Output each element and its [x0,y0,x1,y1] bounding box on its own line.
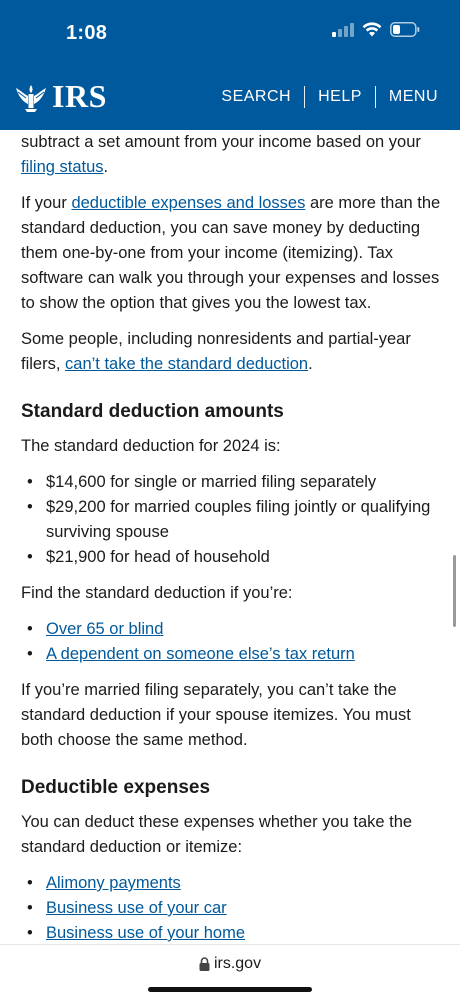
paragraph-text: Some people, including nonresidents and partial-year filers, [21,330,411,373]
nav-search-link[interactable]: SEARCH [221,88,292,105]
browser-address-bar[interactable] [0,944,460,1000]
scrollbar[interactable] [453,555,456,627]
lock-icon [199,957,210,971]
irs-logo[interactable] [14,78,107,115]
list-item: • $21,900 for head of household [21,545,441,570]
list-item [21,617,441,642]
paragraph-text: . [308,355,313,373]
status-icons [332,22,420,37]
paragraph-itemizing [21,191,441,316]
alimony-payments-link[interactable]: Alimony payments [46,874,181,892]
dependent-link[interactable]: A dependent on someone else’s tax return [46,645,355,663]
paragraph-text: subtract a set amount from your income based on your [21,133,421,151]
business-use-home-link[interactable]: Business use of your home [46,924,246,942]
status-time: 1:08 [66,22,108,44]
url-text: irs.gov [213,955,262,972]
home-indicator[interactable] [148,987,312,992]
paragraph-text: . [103,158,109,176]
heading-standard-deduction-amounts: Standard deduction amounts [21,401,284,422]
nav-help-link[interactable]: HELP [318,88,362,105]
paragraph-filing-status [21,130,441,180]
deductible-expenses-link[interactable]: deductible expenses and losses [71,194,306,212]
over-65-or-blind-link[interactable]: Over 65 or blind [46,620,164,638]
heading-deductible-expenses: Deductible expenses [21,777,211,798]
eagle-icon [14,82,48,112]
paragraph-deduct: You can deduct these expenses whether you take the standard deduction or itemize: [21,813,413,856]
paragraph-text: If your [21,194,72,212]
nav-divider [304,86,305,108]
cant-take-standard-deduction-link[interactable]: can’t take the standard deduction [65,355,309,373]
site-header [0,0,460,130]
url-display[interactable] [0,955,460,973]
list-item: • $29,200 for married couples filing jointly or qualifying surviving spouse [21,495,441,545]
battery-icon [390,22,420,37]
list-item: • $14,600 for single or married filing separately [21,470,441,495]
list-item [21,921,441,946]
paragraph-married-separately: If you’re married filing separately, you can’t take the standard deduction if your spouse itemizes. You must both choose the same method. [21,681,411,749]
expense-links-list [21,871,441,946]
amounts-list [21,470,441,570]
paragraph-find: Find the standard deduction if you’re: [21,584,293,602]
article-content [21,130,441,957]
paragraph-nonresidents [21,327,441,377]
nav-menu-link[interactable]: MENU [388,88,438,105]
list-item [21,871,441,896]
paragraph-text: are more than the standard deduction, you can save money by deducting them one-by-one from your income (itemizing). Tax software can walk you through your expenses and losses to show the option that gives you the lowest tax. [21,194,441,312]
logo-text: IRS [52,78,107,114]
nav-links [221,86,438,108]
wifi-icon [362,22,382,37]
cellular-signal-icon [332,23,354,37]
find-links-list [21,617,441,667]
navbar [0,72,460,122]
filing-status-link[interactable]: filing status [21,158,104,176]
list-item [21,896,441,921]
business-use-car-link[interactable]: Business use of your car [46,899,227,917]
nav-divider [375,86,376,108]
paragraph-2024: The standard deduction for 2024 is: [21,437,281,455]
status-bar [0,0,460,64]
list-item [21,642,441,667]
